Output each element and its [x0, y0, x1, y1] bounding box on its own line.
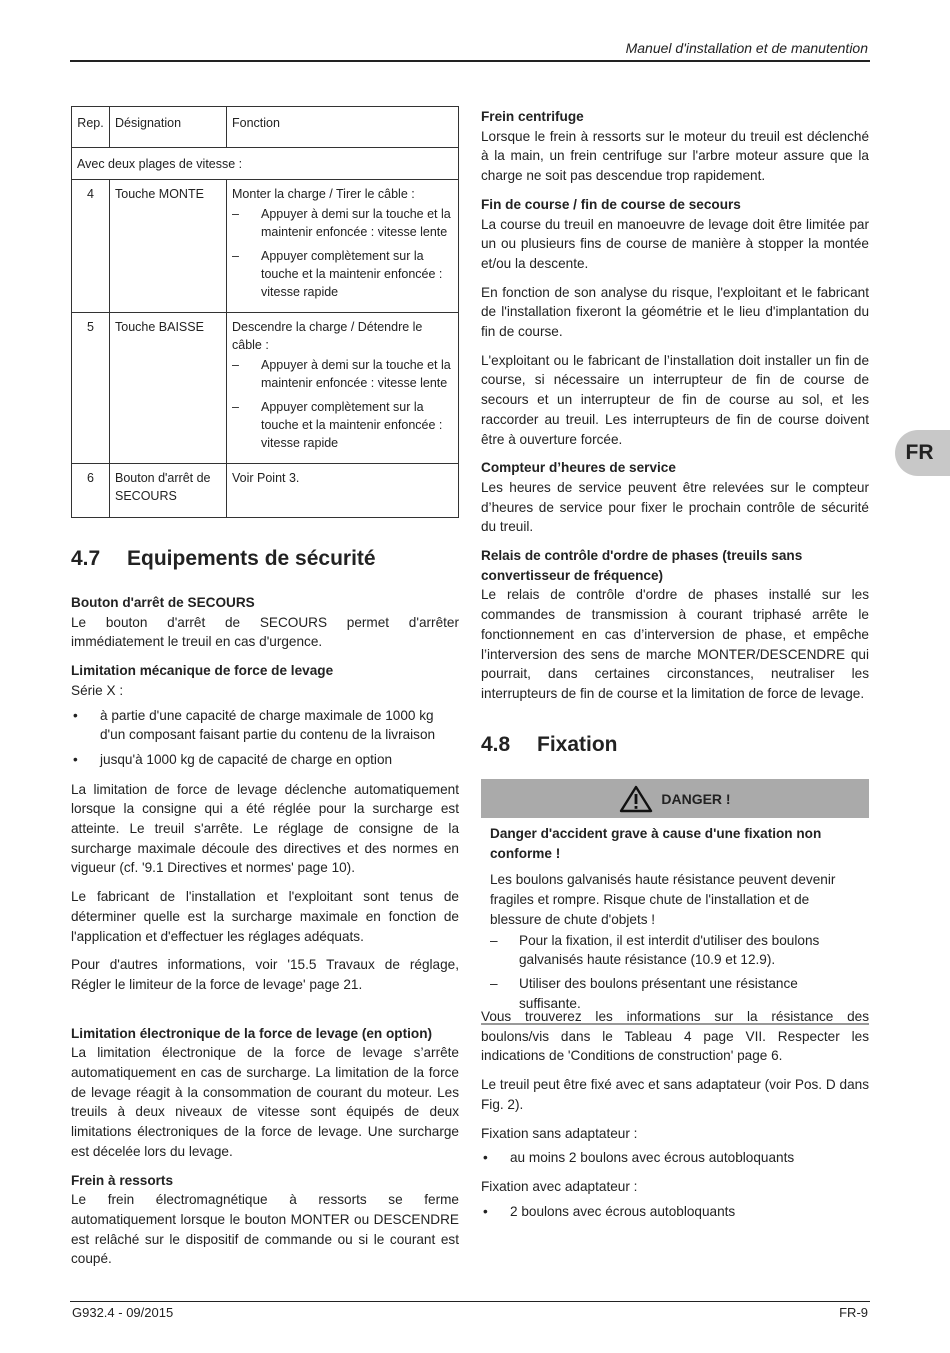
table-cell-rep: 5 [72, 313, 110, 464]
list-item: • au moins 2 boulons avec écrous autobloquants [481, 1148, 869, 1168]
col-header-rep: Rep. [72, 107, 110, 148]
paragraph: Fixation avec adaptateur : [481, 1178, 638, 1194]
paragraph: Fixation sans adaptateur : [481, 1125, 638, 1141]
table-group-row [72, 148, 459, 180]
header-rule [70, 60, 870, 62]
subheading: Frein centrifuge [481, 109, 584, 124]
section-title: Equipements de sécurité [127, 547, 376, 570]
subheading: Relais de contrôle d'ordre de phases (treuils sans convertisseur de fréquence) [481, 548, 803, 583]
list-item: – Appuyer à demi sur la touche et la maintenir enfoncée : vitesse lente [232, 356, 453, 392]
list-item: • à partie d'une capacité de charge maximale de 1000 kg d'un composant faisant partie du contenu de la livraison [71, 706, 459, 745]
subheading: Frein à ressorts [71, 1172, 173, 1188]
section-number: 4.8 [481, 733, 511, 756]
list-item: – Appuyer à demi sur la touche et la maintenir enfoncée : vitesse lente [232, 205, 453, 241]
warning-triangle-icon [619, 785, 653, 813]
function-list [232, 205, 453, 301]
list-item: • jusqu'à 1000 kg de capacité de charge en option [71, 750, 459, 770]
subheading: Fin de course / fin de course de secours [481, 196, 741, 212]
paragraph: L'exploitant ou le fabricant de l’installation doit installer un fin de course, si nécessaire un interrupteur de fin de course de secours et un interrupteur de fin de course au sol, et les raccorder au treuil. Les interrupteurs de fin de course doivent être à ouverture forcée. [481, 352, 869, 447]
danger-text: Les boulons galvanisés haute résistance peuvent devenir fragiles et rompre. Risque chute de l'installation et de blessure de chute d'objets ! [490, 872, 836, 927]
paragraph: La limitation de force de levage déclenche automatiquement lorsque la consigne qui a été réglée pour la surcharge est atteinte. Le treuil s'arrête. Le réglage de consigne de la surcharge maximale découle des directives et des normes en vigueur (cf. '9.1 Directives et normes' page 10). [71, 781, 459, 876]
footer-rule [70, 1301, 870, 1302]
bullet-list [481, 1148, 869, 1168]
bullet-list [481, 1202, 869, 1222]
table-row [72, 180, 459, 313]
danger-label: DANGER ! [661, 790, 731, 807]
col-header-designation: Désignation [110, 107, 227, 148]
paragraph: Pour d'autres informations, voir '15.5 Travaux de réglage, Régler le limiteur de la force de levage' page 21. [71, 957, 459, 992]
table-cell-designation: Touche BAISSE [110, 313, 227, 464]
list-item: – Pour la fixation, il est interdit d'utiliser des boulons galvanisés haute résistance (10.9 et 12.9). [490, 931, 860, 970]
section-heading-4-8 [481, 733, 869, 757]
paragraph: Les heures de service peuvent être relevées sur le compteur d’heures de service pour fixer le prochain contrôle de sécurité du treuil. [481, 479, 869, 535]
list-item: – Appuyer complètement sur la touche et la maintenir enfoncée : vitesse rapide [232, 247, 453, 301]
function-table [71, 106, 459, 518]
table-cell-designation: Bouton d'arrêt de SECOURS [110, 464, 227, 518]
table-row [72, 464, 459, 518]
subheading: Limitation électronique de la force de levage (en option) [71, 1025, 433, 1041]
danger-list [490, 931, 860, 1014]
section-number: 4.7 [71, 547, 101, 570]
list-item: • 2 boulons avec écrous autobloquants [481, 1202, 869, 1222]
danger-heading: Danger d'accident grave à cause d'une fixation non conforme ! [490, 826, 822, 861]
subheading: Limitation mécanique de force de levage [71, 663, 334, 679]
section-title: Fixation [537, 733, 618, 756]
paragraph: La limitation électronique de la force de levage s’arrête automatiquement en cas de surcharge. La limitation de la force de levage réagit à la consommation de courant du moteur. Les treuils à deux niveaux de vitesse sont équipés de deux limitations électroniques de la force de levage. Une surcharge est décelée lors du levage. [71, 1045, 459, 1159]
group-label: Avec deux plages de vitesse : [72, 148, 459, 180]
paragraph: Vous trouverez les informations sur la résistance des boulons/vis dans le Tableau 4 page VII. Respecter les indications de 'Conditions de construction' page 6. [481, 1009, 869, 1064]
table-cell-designation: Touche MONTE [110, 180, 227, 313]
subheading: Bouton d'arrêt de SECOURS [71, 595, 255, 610]
running-header: Manuel d'installation et de manutention [625, 40, 868, 56]
paragraph: Le frein électromagnétique à ressorts se ferme automatiquement lorsque le bouton MONTER ou DESCENDRE est relâché sur le dispositif de commande ou si le courant est coupé. [71, 1192, 459, 1267]
paragraph: Le relais de contrôle d'ordre de phases installé sur les commandes de transmission à courant triphasé arrête le fonctionnement en cas d’interversion de phase, et empêche l’interversion des sens de marche MONTER/DESCENDRE qui pourrait, dans certaines circonstances, neutraliser les interrupteurs de fin de course et la limitation de force de levage. [481, 587, 869, 701]
function-list [232, 356, 453, 452]
col-header-function: Fonction [227, 107, 459, 148]
table-cell-function: Voir Point 3. [227, 464, 459, 518]
list-item: – Appuyer complètement sur la touche et la maintenir enfoncée : vitesse rapide [232, 398, 453, 452]
paragraph: Série X : [71, 682, 124, 698]
bullet-list [71, 706, 459, 770]
page-number: FR-9 [839, 1305, 868, 1320]
section-4-8-body [481, 1007, 869, 1226]
function-text: Monter la charge / Tirer le câble : [232, 187, 415, 201]
table-cell-function [227, 180, 459, 313]
function-text: Descendre la charge / Détendre le câble : [232, 320, 423, 352]
danger-box [481, 818, 869, 1025]
paragraph: Le fabricant de l'installation et l'exploitant sont tenus de déterminer quelle est la surcharge maximale en fonction de l'application et d'effectuer les réglages adéquats. [71, 889, 459, 944]
paragraph: Lorsque le frein à ressorts sur le moteur du treuil est déclenché à la main, un frein centrifuge sur l'arbre moteur assure que la charge ne soit pas descendue trop rapidement. [481, 128, 869, 184]
section-4-7-body [71, 593, 459, 1269]
paragraph: Le treuil peut être fixé avec et sans adaptateur (voir Pos. D dans Fig. 2). [481, 1077, 869, 1112]
right-column-body [481, 107, 869, 704]
paragraph: En fonction de son analyse du risque, l'exploitant et le fabricant de l'installation fixeront la géométrie et le lieu d'implantation du fin de course. [481, 284, 869, 340]
paragraph: La course du treuil en manoeuvre de levage doit être limitée par un ou plusieurs fins de course de manière à stopper la montée et/ou la descente. [481, 216, 869, 271]
danger-banner [481, 779, 869, 818]
paragraph: Le bouton d'arrêt de SECOURS permet d'arrêter immédiatement le treuil en cas d'urgence. [71, 614, 459, 650]
subheading: Compteur d’heures de service [481, 460, 676, 476]
section-heading-4-7 [71, 547, 459, 571]
list-item: – Utiliser des boulons présentant une résistance suffisante. [490, 974, 860, 1013]
table-cell-rep: 6 [72, 464, 110, 518]
language-tab: FR [895, 430, 950, 476]
table-cell-rep: 4 [72, 180, 110, 313]
table-cell-function [227, 313, 459, 464]
table-row [72, 313, 459, 464]
table-header-row [72, 107, 459, 148]
doc-reference: G932.4 - 09/2015 [72, 1305, 174, 1320]
